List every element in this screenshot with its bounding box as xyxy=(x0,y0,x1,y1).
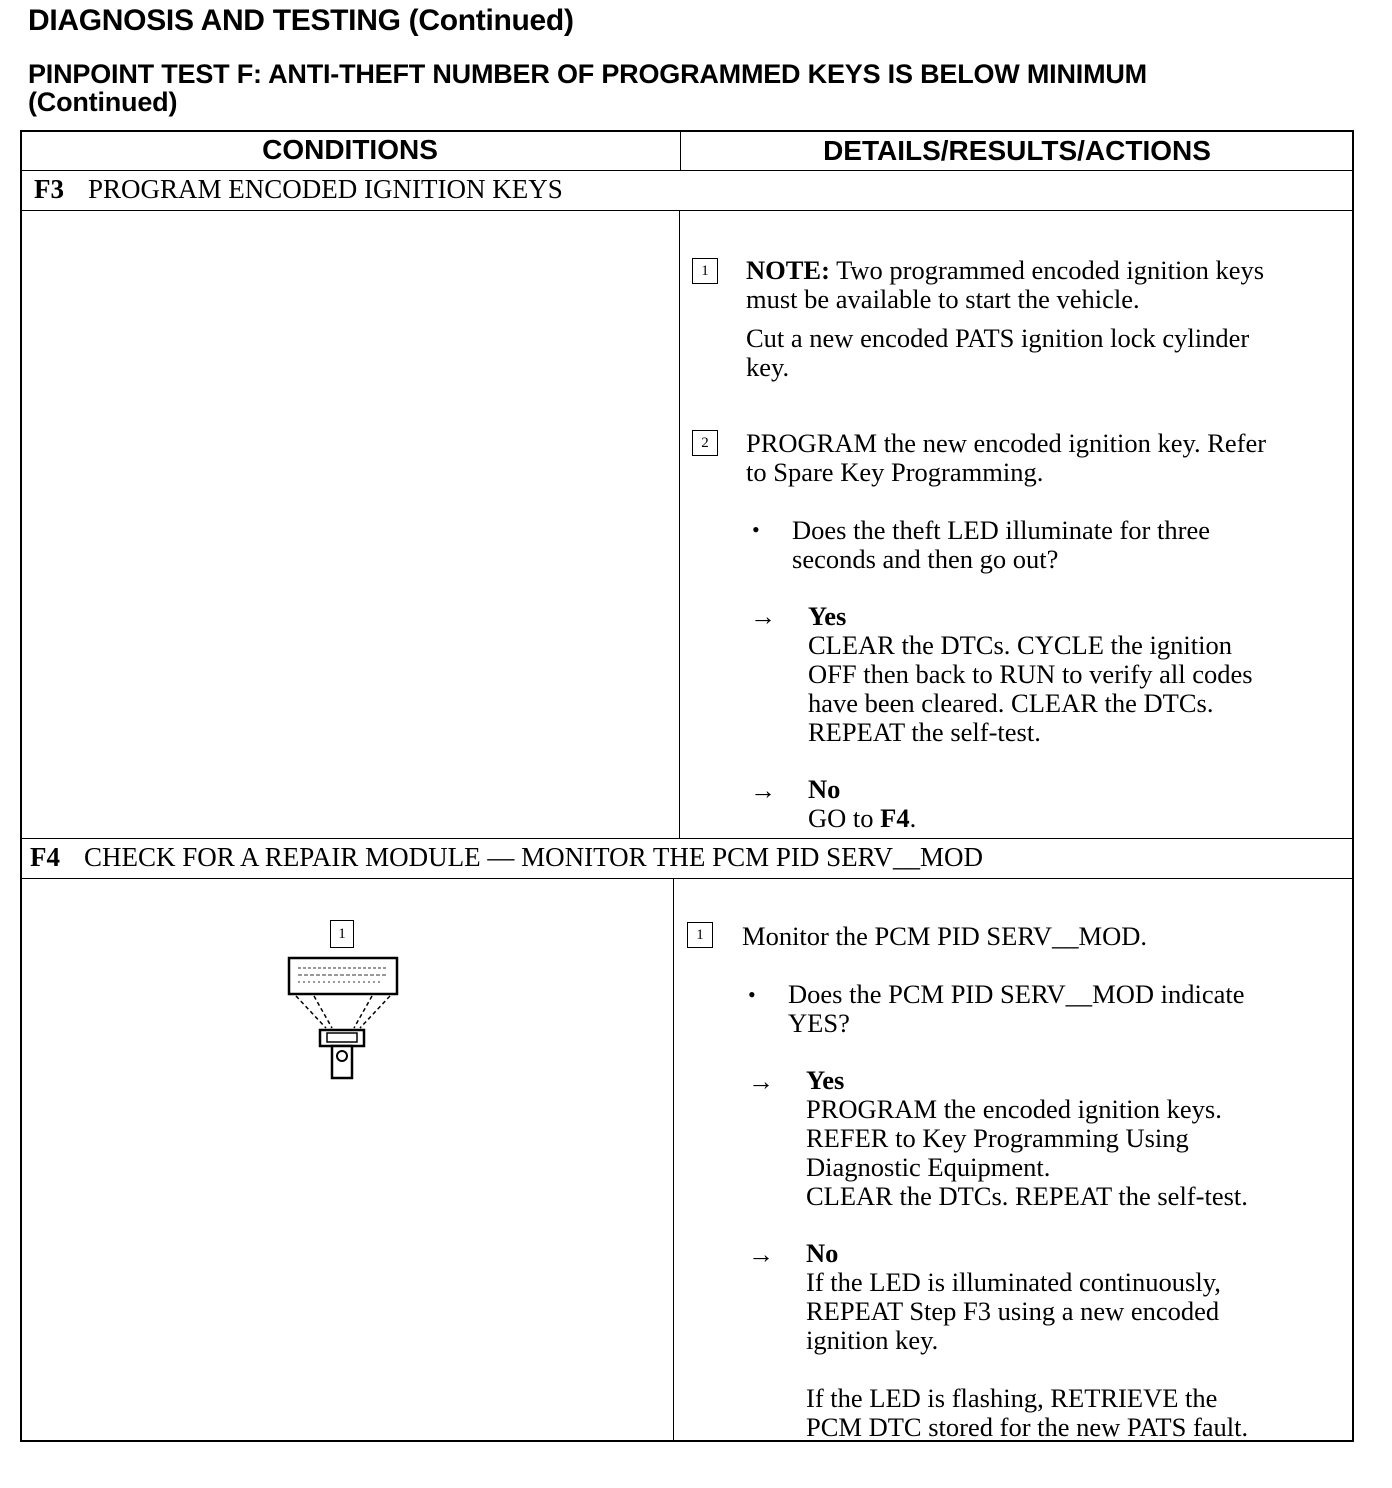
f4-no-result xyxy=(806,1239,1248,1442)
f4-yes-line4: CLEAR the DTCs. REPEAT the self-test. xyxy=(806,1181,1248,1211)
f4-step1-number: 1 xyxy=(687,922,713,948)
f3-no-label: No xyxy=(808,774,841,804)
page-title: DIAGNOSIS AND TESTING (Continued) xyxy=(28,4,574,37)
note-label: NOTE: xyxy=(746,255,830,285)
scan-tool-illustration xyxy=(284,956,402,1084)
f3-question-line1: Does the theft LED illuminate for three xyxy=(792,515,1210,545)
f3-question-line2: seconds and then go out? xyxy=(792,544,1059,574)
f4-no-line4: If the LED is flashing, RETRIEVE the xyxy=(806,1383,1218,1413)
f3-yes-arrow-icon: → xyxy=(750,602,776,631)
f4-yes-line2: REFER to Key Programming Using xyxy=(806,1123,1189,1153)
f3-step-text: PROGRAM ENCODED IGNITION KEYS xyxy=(88,174,563,204)
f3-yes-label: Yes xyxy=(808,601,847,631)
f3-question xyxy=(792,516,1210,574)
f4-yes-arrow-icon: → xyxy=(748,1067,774,1096)
conditions-header: CONDITIONS xyxy=(262,134,438,165)
f3-yes-line3: have been cleared. CLEAR the DTCs. xyxy=(808,688,1214,718)
f4-question xyxy=(788,980,1244,1038)
f4-no-arrow-icon: → xyxy=(748,1240,774,1269)
pinpoint-test-title-line2: (Continued) xyxy=(28,87,178,117)
f4-step1-instruction: Monitor the PCM PID SERV__MOD. xyxy=(742,921,1147,951)
f3-step1-instruction xyxy=(746,324,1249,382)
f4-no-line1: If the LED is illuminated continuously, xyxy=(806,1267,1221,1297)
f4-bullet-icon: • xyxy=(748,982,756,1007)
f4-top-divider xyxy=(22,838,1352,839)
f3-yes-line1: CLEAR the DTCs. CYCLE the ignition xyxy=(808,630,1232,660)
f4-yes-line3: Diagnostic Equipment. xyxy=(806,1152,1051,1182)
f3-yes-line4: REPEAT the self-test. xyxy=(808,717,1041,747)
f4-question-line1: Does the PCM PID SERV__MOD indicate xyxy=(788,979,1245,1009)
f3-no-arrow-icon: → xyxy=(750,776,776,805)
f4-title-divider xyxy=(22,878,1352,879)
program-key-line2: to Spare Key Programming. xyxy=(746,457,1044,487)
go-to-target: F4 xyxy=(880,803,910,833)
f4-question-line2: YES? xyxy=(788,1008,850,1038)
f3-yes-result xyxy=(808,602,1253,747)
f4-column-divider xyxy=(673,878,674,1440)
f4-yes-label: Yes xyxy=(806,1065,845,1095)
header-column-divider xyxy=(680,132,681,170)
f3-step-id: F3 xyxy=(34,174,64,204)
f3-step1-number: 1 xyxy=(692,258,718,284)
header-divider xyxy=(22,170,1352,171)
cut-key-line1: Cut a new encoded PATS ignition lock cylinder xyxy=(746,323,1250,353)
f3-yes-line2: OFF then back to RUN to verify all codes xyxy=(808,659,1253,689)
go-to-text: GO to xyxy=(808,803,881,833)
f4-no-line2: REPEAT Step F3 using a new encoded xyxy=(806,1296,1220,1326)
f4-yes-result xyxy=(806,1066,1248,1211)
note-text-line1: Two programmed encoded ignition keys xyxy=(829,255,1265,285)
program-key-line1: PROGRAM the new encoded ignition key. Refer xyxy=(746,428,1267,458)
f3-no-line1 xyxy=(808,804,916,833)
f4-step-id: F4 xyxy=(30,842,60,872)
f3-step2-instruction xyxy=(746,429,1266,487)
f4-figure-step-number: 1 xyxy=(330,920,354,948)
f4-step-title xyxy=(30,842,983,873)
pinpoint-table xyxy=(20,130,1354,1442)
note-text-line2: must be available to start the vehicle. xyxy=(746,284,1140,314)
f3-step2-number: 2 xyxy=(692,430,718,456)
f3-bullet-icon: • xyxy=(752,517,760,542)
f4-no-label: No xyxy=(806,1238,839,1268)
f3-title-divider xyxy=(22,210,1352,211)
f3-no-result xyxy=(808,775,916,833)
f4-no-line3: ignition key. xyxy=(806,1325,939,1355)
f4-step-text: CHECK FOR A REPAIR MODULE — MONITOR THE PCM PID SERV__MOD xyxy=(84,842,983,872)
details-header: DETAILS/RESULTS/ACTIONS xyxy=(823,135,1211,166)
pinpoint-test-title-line1: PINPOINT TEST F: ANTI-THEFT NUMBER OF PROGRAMMED KEYS IS BELOW MINIMUM xyxy=(28,59,1147,89)
f3-step-title xyxy=(34,174,563,205)
go-to-period: . xyxy=(909,803,917,833)
tool-button xyxy=(337,1051,347,1061)
pinpoint-test-title xyxy=(28,60,1147,116)
f3-step1-note xyxy=(746,256,1264,314)
f4-no-line5: PCM DTC stored for the new PATS fault. xyxy=(806,1412,1249,1442)
cut-key-line2: key. xyxy=(746,352,790,382)
f3-column-divider xyxy=(679,210,680,838)
f4-yes-line1: PROGRAM the encoded ignition keys. xyxy=(806,1094,1222,1124)
